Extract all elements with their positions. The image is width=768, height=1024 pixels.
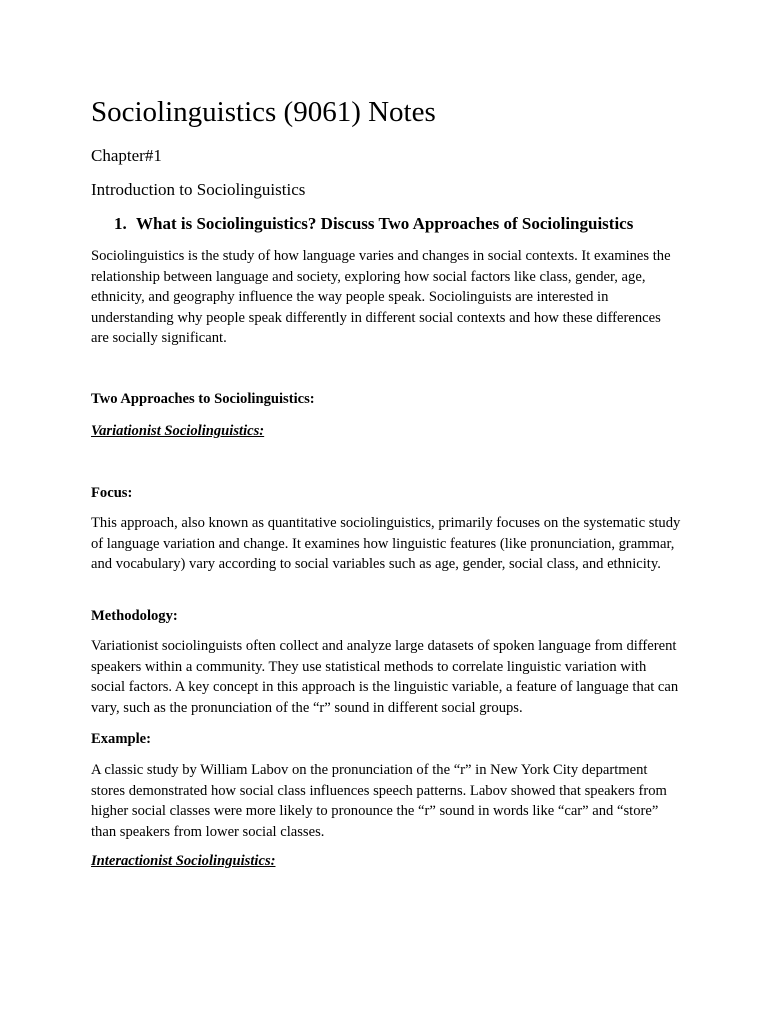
section-subtitle: Introduction to Sociolinguistics [91,180,306,199]
variationist-heading: Variationist Sociolinguistics: [91,423,265,439]
focus-heading: Focus: [91,485,133,501]
question-text: What is Sociolinguistics? Discuss Two Approaches of Sociolinguistics [136,214,634,233]
interactionist-heading: Interactionist Sociolinguistics: [91,853,276,869]
question-heading [114,213,633,235]
document-title: Sociolinguistics (9061) Notes [91,96,436,128]
focus-paragraph: This approach, also known as quantitative sociolinguistics, primarily focuses on the systematic study of language variation and change. It examines how linguistic features (like pronunciation, grammar, and vocabulary) vary according to social variables such as age, gender, social class, and ethnicity. [91,515,681,572]
question-number: 1. [114,214,127,233]
approaches-heading: Two Approaches to Sociolinguistics: [91,391,315,407]
intro-paragraph: Sociolinguistics is the study of how language varies and changes in social contexts. It examines the relationship between language and society, exploring how social factors like class, gender, age, ethnicity, and geography influence the way people speak. Sociolinguists are interested in understanding why people speak differently in different social contexts and how these differences are socially significant. [91,248,671,346]
methodology-paragraph: Variationist sociolinguists often collect and analyze large datasets of spoken language from different speakers within a community. They use statistical methods to correlate linguistic variation with social factors. A key concept in this approach is the linguistic variable, a feature of language that can vary, such as the pronunciation of the “r” sound in different social groups. [91,638,679,716]
chapter-label: Chapter#1 [91,146,162,165]
methodology-heading: Methodology: [91,608,178,624]
example-heading: Example: [91,731,151,747]
example-paragraph: A classic study by William Labov on the pronunciation of the “r” in New York City department stores demonstrated how social class influences speech patterns. Labov showed that speakers from higher social classes were more likely to pronounce the “r” sound in words like “car” and “store” than speakers from lower social classes. [91,762,667,840]
